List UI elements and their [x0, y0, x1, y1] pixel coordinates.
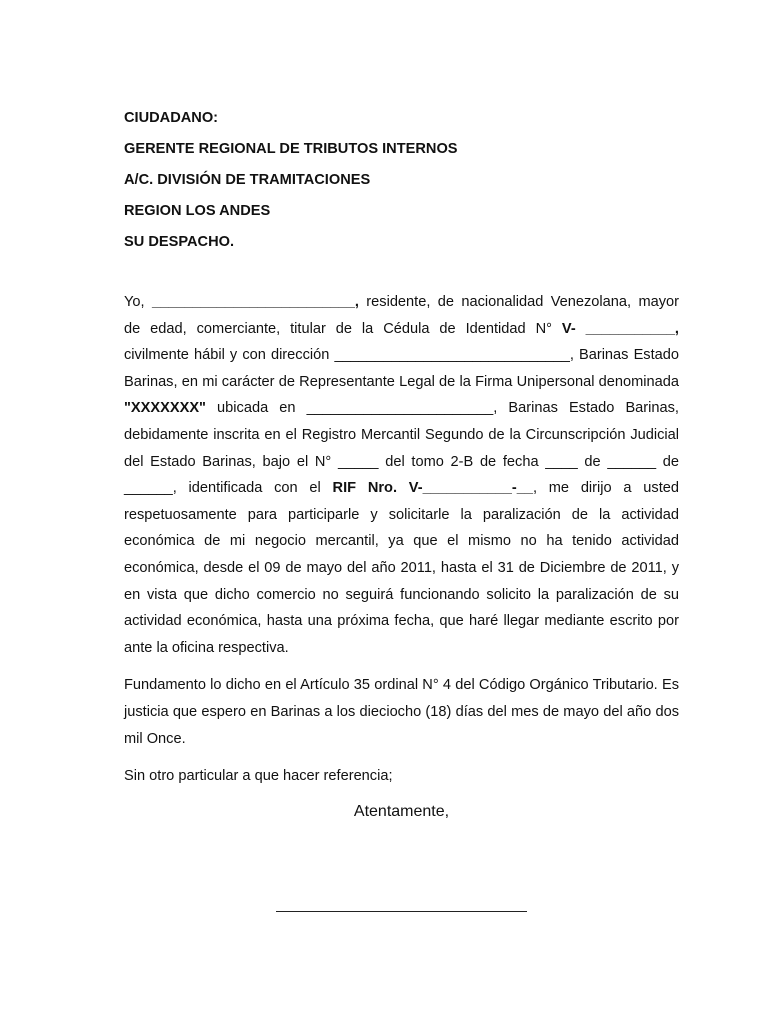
firm-name: "XXXXXXX" — [124, 400, 206, 417]
closing-line — [124, 803, 679, 821]
body-text-4: ubicada en _______________________, Barinas Estado Barinas, debidamente inscrita en el Registro Mercantil Segundo de la Circunscripción Judicial del Estado Barinas, bajo el N° _____ del tomo 2-B de fecha ____ de ______ de ______, identificada con el — [124, 400, 679, 497]
sin-otro-paragraph: Sin otro particular a que hacer referencia; — [124, 768, 393, 785]
rif-blank: RIF Nro. V-___________-__ — [332, 480, 533, 497]
cedula-blank: V- ___________, — [561, 320, 679, 337]
heading-division-tramitaciones: A/C. DIVISIÓN DE TRAMITACIONES — [124, 172, 371, 188]
heading-ciudadano: CIUDADANO: — [124, 110, 219, 126]
heading-gerente-regional: GERENTE REGIONAL DE TRIBUTOS INTERNOS — [124, 141, 458, 157]
body-paragraph — [124, 289, 679, 661]
heading-region-los-andes: REGION LOS ANDES — [124, 203, 271, 219]
body-text-2: residente, de nacionalidad Venezolana, mayor de edad, comerciante, titular de la Cédula de Identidad N° — [124, 294, 679, 337]
signature-line — [276, 911, 527, 912]
name-blank: _________________________, — [151, 294, 359, 310]
closing-text: Atentamente, — [353, 803, 450, 820]
fundamento-paragraph: Fundamento lo dicho en el Artículo 35 ordinal N° 4 del Código Orgánico Tributario. Es justicia que espero en Barinas a los dieciocho (18) días del mes de mayo del año dos mil Once. — [124, 677, 679, 747]
heading-su-despacho: SU DESPACHO. — [124, 234, 235, 250]
body-text-1: Yo, — [124, 294, 152, 310]
body-text-3: civilmente hábil y con dirección _____________________________, Barinas Estado Barinas, en mi carácter de Representante Legal de la Firma Unipersonal denominada — [124, 347, 679, 390]
body-text-5: , me dirijo a usted respetuosamente para participarle y solicitarle la paralización de la actividad económica de mi negocio mercantil, ya que el mismo no ha tenido actividad económica, desde el 09 de mayo del año 2011, hasta el 31 de Diciembre de 2011, y en vista que dicho comercio no seguirá funcionando solicito la paralización de su actividad económica, hasta una próxima fecha, que haré llegar mediante escrito por ante la oficina respectiva. — [124, 480, 679, 656]
letter-page — [124, 108, 679, 790]
